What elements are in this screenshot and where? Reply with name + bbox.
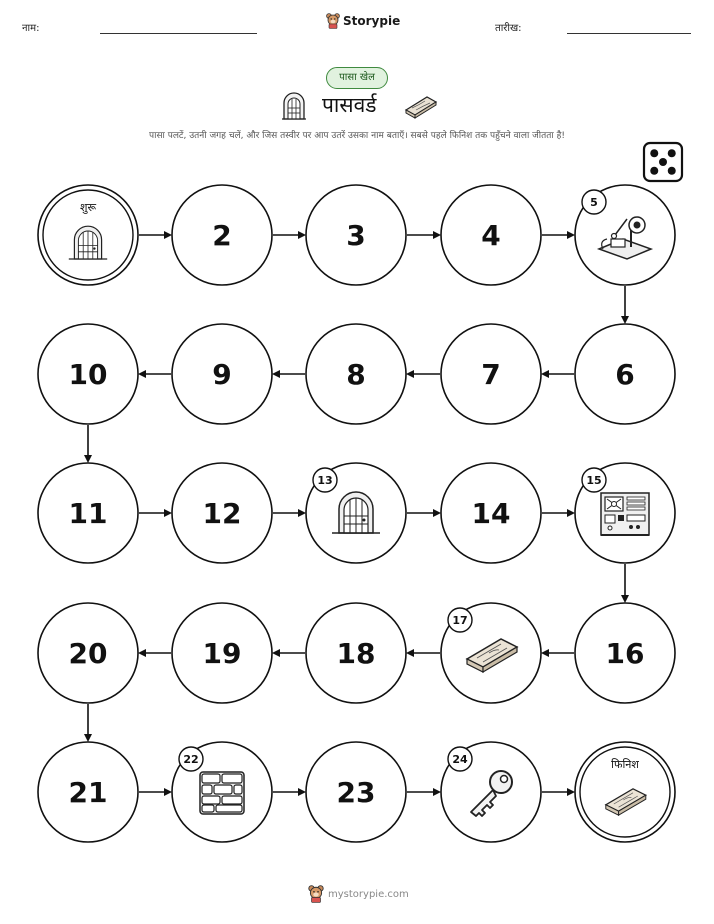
board-space-23 bbox=[306, 742, 406, 842]
brick-wall-icon bbox=[200, 772, 244, 814]
board-space-10 bbox=[38, 324, 138, 424]
page-title: पासवर्ड bbox=[322, 93, 377, 117]
board-space-9 bbox=[172, 324, 272, 424]
board-space-7 bbox=[441, 324, 541, 424]
game-type-badge: पासा खेल bbox=[326, 67, 388, 89]
date-label: तारीख: bbox=[495, 23, 522, 34]
board-space-15 bbox=[575, 463, 675, 563]
space-number: 15 bbox=[586, 474, 602, 487]
space-number: 4 bbox=[481, 219, 501, 252]
board-space-14 bbox=[441, 463, 541, 563]
space-number: 23 bbox=[336, 776, 376, 809]
board-space-19 bbox=[172, 603, 272, 703]
space-number: 21 bbox=[68, 776, 108, 809]
board-space-2 bbox=[172, 185, 272, 285]
footer-url[interactable]: mystorypie.com bbox=[328, 888, 409, 900]
board-space-24 bbox=[441, 742, 541, 842]
space-number: 12 bbox=[202, 497, 242, 530]
board-space-17 bbox=[441, 603, 541, 703]
space-number: 24 bbox=[452, 753, 468, 766]
space-number: 9 bbox=[212, 358, 232, 391]
board-space-20 bbox=[38, 603, 138, 703]
footer bbox=[308, 885, 409, 903]
space-number: 3 bbox=[346, 219, 366, 252]
instructions: पासा पलटें, उतनी जगह चलें, और जिस तस्वीर पर आप उतरें उसका नाम बताएँ। सबसे पहले फिनिश तक पहुँचने वाला जीतता है! bbox=[149, 131, 565, 141]
space-number: 10 bbox=[68, 358, 108, 391]
space-number: 22 bbox=[183, 753, 199, 766]
space-number: 18 bbox=[336, 637, 376, 670]
bear-icon bbox=[308, 885, 324, 903]
space-number: 16 bbox=[605, 637, 645, 670]
space-number: 7 bbox=[481, 358, 501, 391]
space-number: 2 bbox=[212, 219, 232, 252]
space-number: 19 bbox=[202, 637, 242, 670]
space-number: 8 bbox=[346, 358, 366, 391]
space-number: 11 bbox=[68, 497, 108, 530]
start-label: शुरू bbox=[79, 201, 97, 214]
board-space-13 bbox=[306, 463, 406, 563]
space-number: 13 bbox=[317, 474, 333, 487]
name-label: नाम: bbox=[22, 23, 40, 34]
board-space-6 bbox=[575, 324, 675, 424]
control-panel-icon bbox=[601, 493, 649, 535]
space-number: 14 bbox=[471, 497, 511, 530]
space-number: 6 bbox=[615, 358, 635, 391]
board-space-16 bbox=[575, 603, 675, 703]
board-space-3 bbox=[306, 185, 406, 285]
board-space-4 bbox=[441, 185, 541, 285]
dice-five-icon bbox=[644, 143, 682, 181]
board-space-1 bbox=[38, 185, 138, 285]
board-space-21 bbox=[38, 742, 138, 842]
board-space-22 bbox=[172, 742, 272, 842]
space-number: 20 bbox=[68, 637, 108, 670]
space-number: 5 bbox=[590, 196, 598, 209]
brand-name: Storypie bbox=[343, 14, 401, 28]
board-space-8 bbox=[306, 324, 406, 424]
board-space-25 bbox=[575, 742, 675, 842]
board-space-12 bbox=[172, 463, 272, 563]
board-space-18 bbox=[306, 603, 406, 703]
finish-label: फिनिश bbox=[611, 758, 639, 771]
space-number: 17 bbox=[452, 614, 468, 627]
board-space-11 bbox=[38, 463, 138, 563]
board-space-5 bbox=[575, 185, 675, 285]
